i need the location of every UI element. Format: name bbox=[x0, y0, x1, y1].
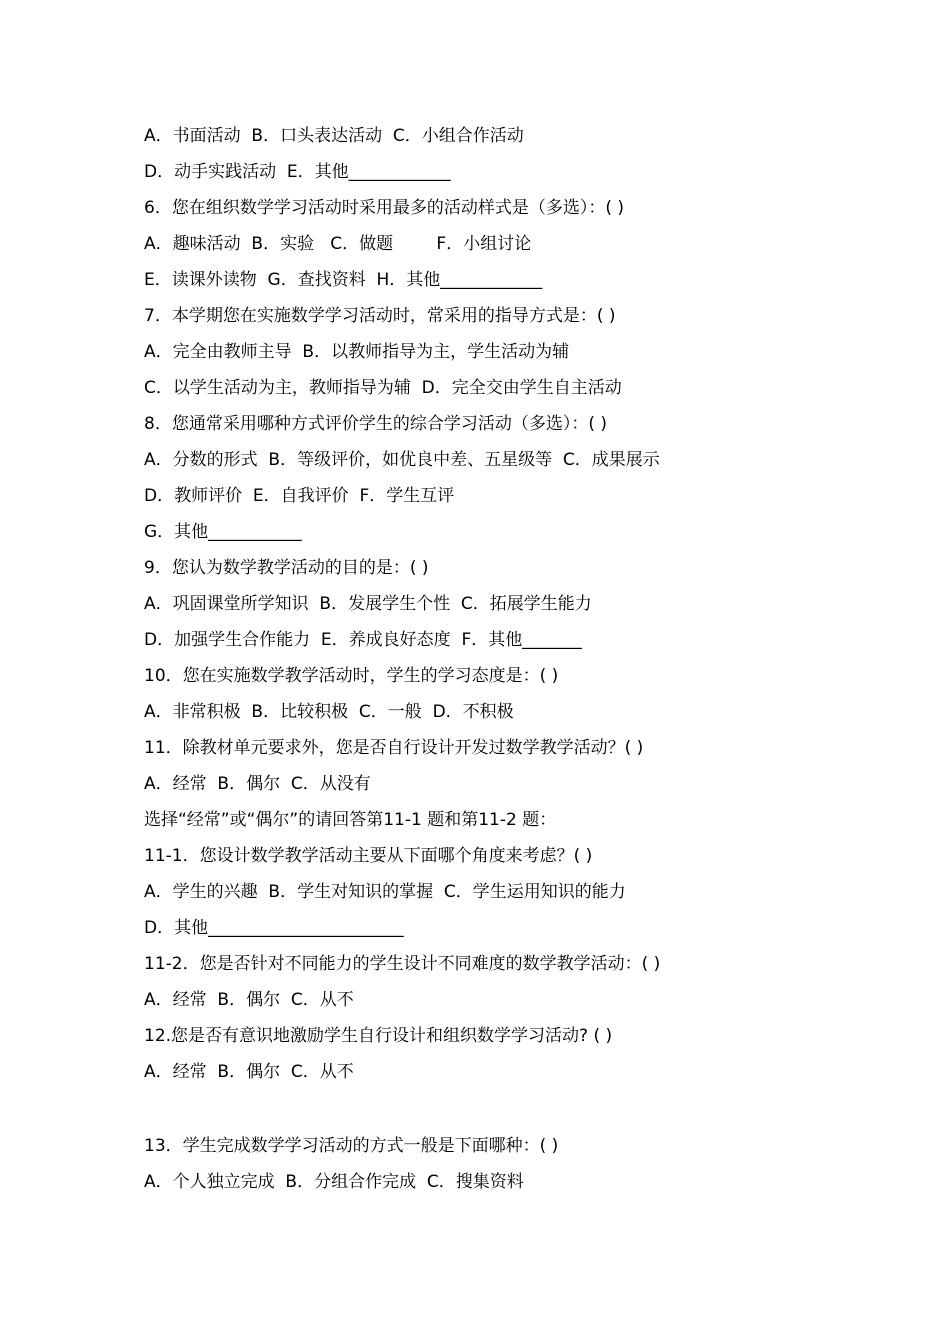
text-line: D．加强学生合作能力 E．养成良好态度 F．其他_______ bbox=[144, 630, 582, 650]
text-line: A．书面活动 B．口头表达活动 C．小组合作活动 bbox=[144, 126, 524, 146]
text-line: A．巩固课堂所学知识 B．发展学生个性 C．拓展学生能力 bbox=[144, 594, 592, 614]
question-line: 11-2．您是否针对不同能力的学生设计不同难度的数学教学活动：( ) bbox=[144, 954, 661, 974]
question-line: 6．您在组织数学学习活动时采用最多的活动样式是（多选）：( ) bbox=[144, 198, 624, 218]
text-line: A．学生的兴趣 B．学生对知识的掌握 C．学生运用知识的能力 bbox=[144, 882, 626, 902]
text-line: C．以学生活动为主，教师指导为辅 D．完全交由学生自主活动 bbox=[144, 378, 622, 398]
text-line: 选择“经常”或“偶尔”的请回答第11-1 题和第11-2 题： bbox=[144, 810, 557, 830]
text-line: G．其他___________ bbox=[144, 522, 302, 542]
question-line: 9．您认为数学教学活动的目的是：( ) bbox=[144, 558, 429, 578]
text-line: A．非常积极 B．比较积极 C．一般 D．不积极 bbox=[144, 702, 514, 722]
question-line: 10．您在实施数学教学活动时，学生的学习态度是：( ) bbox=[144, 666, 559, 686]
text-line: D．教师评价 E．自我评价 F．学生互评 bbox=[144, 486, 455, 506]
question-line: 11．除教材单元要求外，您是否自行设计开发过数学教学活动？( ) bbox=[144, 738, 644, 758]
question-line: 11-1．您设计数学教学活动主要从下面哪个角度来考虑？( ) bbox=[144, 846, 593, 866]
text-line: A．完全由教师主导 B．以教师指导为主，学生活动为辅 bbox=[144, 342, 570, 362]
text-line: A．个人独立完成 B．分组合作完成 C．搜集资料 bbox=[144, 1172, 524, 1192]
question-line: 13．学生完成数学学习活动的方式一般是下面哪种：( ) bbox=[144, 1136, 559, 1156]
text-line: D．动手实践活动 E．其他____________ bbox=[144, 162, 451, 182]
question-line: 12.您是否有意识地激励学生自行设计和组织数学学习活动? ( ) bbox=[144, 1026, 613, 1046]
text-line: A．趣味活动 B．实验 C．做题 F．小组讨论 bbox=[144, 234, 532, 254]
text-line: A．经常 B．偶尔 C．从没有 bbox=[144, 774, 371, 794]
text-line: A．经常 B．偶尔 C．从不 bbox=[144, 990, 354, 1010]
text-line: E．读课外读物 G．查找资料 H．其他____________ bbox=[144, 270, 543, 290]
question-line: 7．本学期您在实施数学学习活动时，常采用的指导方式是：( ) bbox=[144, 306, 616, 326]
text-line: A．分数的形式 B．等级评价，如优良中差、五星级等 C．成果展示 bbox=[144, 450, 660, 470]
text-line: D．其他_______________________ bbox=[144, 918, 404, 938]
text-line: A．经常 B．偶尔 C．从不 bbox=[144, 1062, 354, 1082]
question-line: 8．您通常采用哪种方式评价学生的综合学习活动（多选）：( ) bbox=[144, 414, 607, 434]
